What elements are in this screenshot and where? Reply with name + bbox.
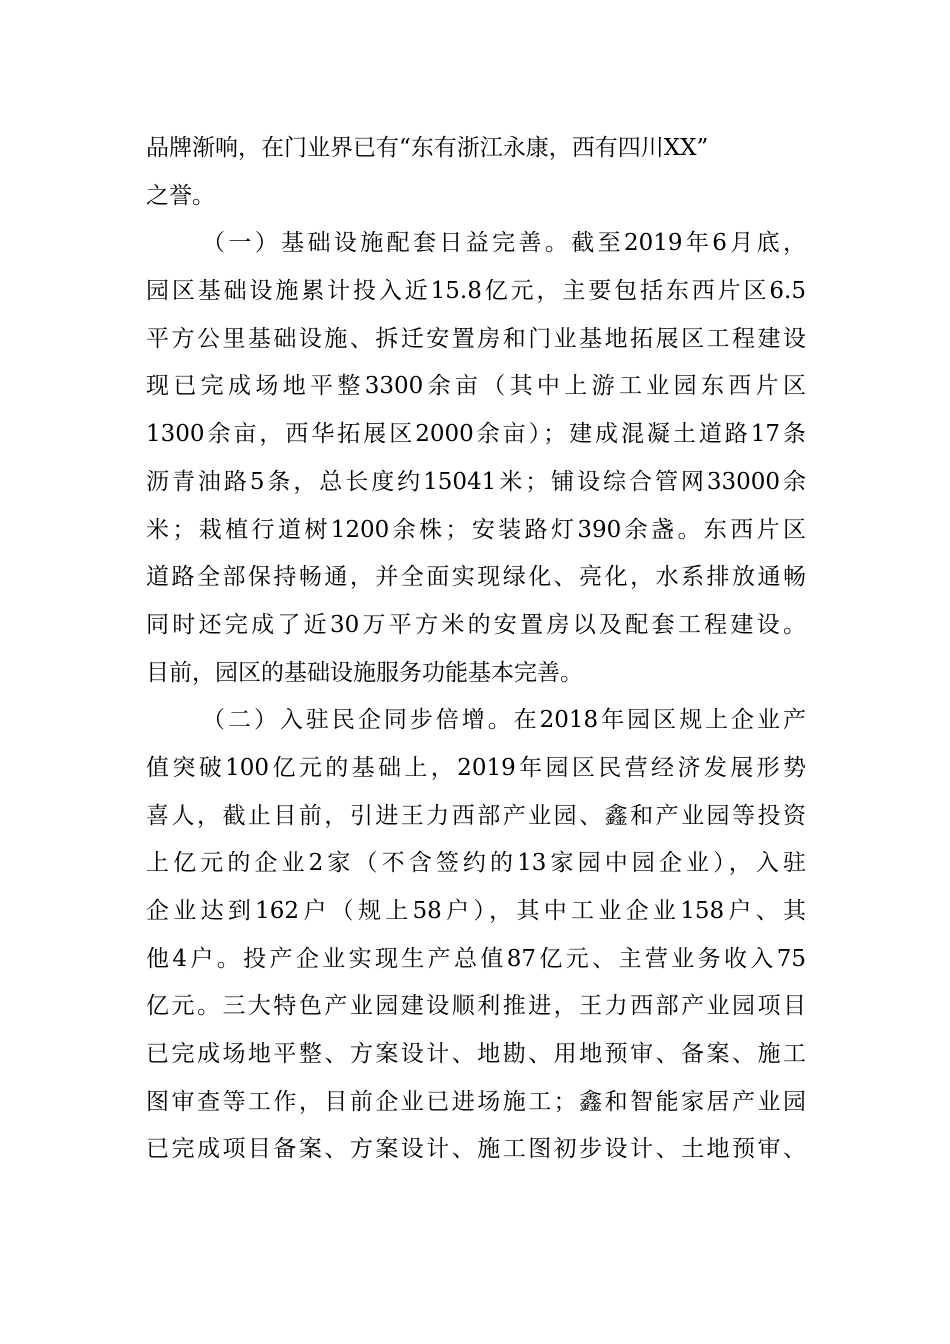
- text-line: （二）入驻民企同步倍增。在2018年园区规上企业产: [202, 707, 806, 734]
- text-line: 品牌渐响，在门业界已有“东有浙江永康，西有四川XX”: [146, 135, 709, 161]
- text-line: 上亿元的企业2家（不含签约的13家园中园企业），入驻: [146, 850, 806, 877]
- text-line: 图审查等工作，目前企业已进场施工；鑫和智能家居产业园: [146, 1088, 806, 1115]
- text-line: 米；栽植行道树1200余株；安装路灯390余盏。东西片区: [146, 516, 806, 543]
- text-line: 亿元。三大特色产业园建设顺利推进，王力西部产业园项目: [146, 993, 806, 1020]
- text-line: 平方公里基础设施、拆迁安置房和门业基地拓展区工程建设: [146, 325, 806, 352]
- text-line: 沥青油路5条，总长度约15041米；铺设综合管网33000余: [146, 468, 806, 495]
- text-line: 他4户。投产企业实现生产总值87亿元、主营业务收入75: [146, 945, 806, 972]
- text-line: 值突破100亿元的基础上，2019年园区民营经济发展形势: [146, 754, 806, 781]
- text-line: 已完成项目备案、方案设计、施工图初步设计、土地预审、: [146, 1136, 806, 1163]
- text-line: 喜人，截止目前，引进王力西部产业园、鑫和产业园等投资: [146, 802, 806, 829]
- text-line: 园区基础设施累计投入近15.8亿元，主要包括东西片区6.5: [146, 278, 806, 305]
- text-line: 同时还完成了近30万平方米的安置房以及配套工程建设。: [146, 611, 806, 638]
- text-line: 已完成场地平整、方案设计、地勘、用地预审、备案、施工: [146, 1041, 806, 1068]
- text-line: 道路全部保持畅通，并全面实现绿化、亮化，水系排放通畅: [146, 564, 806, 591]
- text-line: 1300余亩，西华拓展区2000余亩）；建成混凝土道路17条: [146, 421, 806, 448]
- text-line: 之誉。: [146, 182, 215, 209]
- body-text: [146, 125, 806, 1174]
- text-line: （一）基础设施配套日益完善。截至2019年6月底，: [202, 230, 806, 257]
- text-line: 企业达到162户（规上58户），其中工业企业158户、其: [146, 898, 806, 924]
- text-line: 目前，园区的基础设施服务功能基本完善。: [146, 659, 583, 686]
- text-line: 现已完成场地平整3300余亩（其中上游工业园东西片区: [146, 373, 806, 400]
